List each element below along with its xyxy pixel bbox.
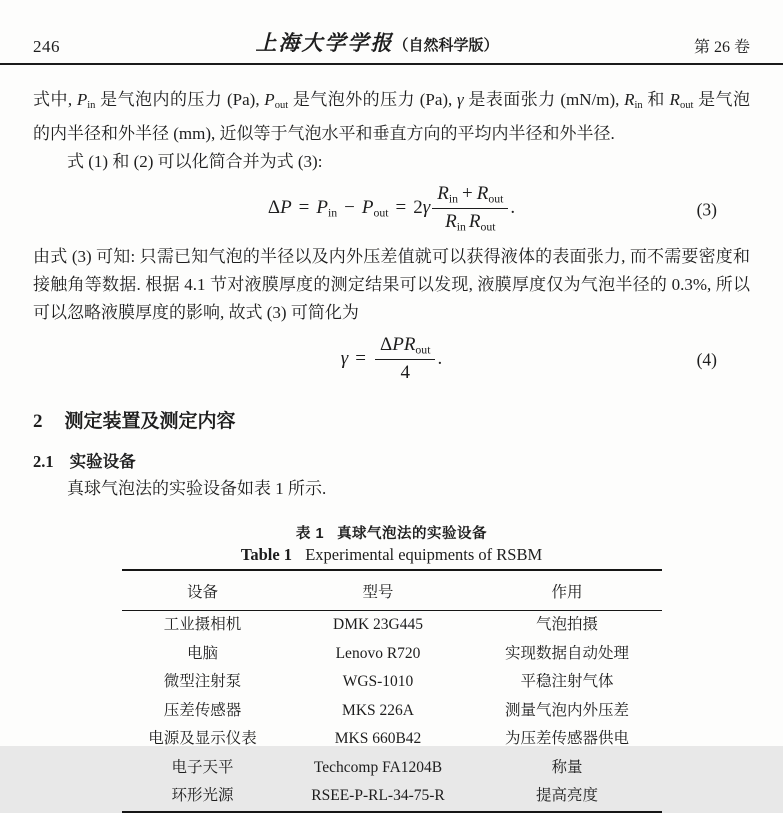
journal-title <box>255 27 498 57</box>
cell-device: 工业摄相机 <box>163 616 242 634</box>
math-period: . <box>510 197 516 219</box>
math-sub-out: out <box>274 100 289 112</box>
math-period: . <box>437 347 443 369</box>
table-row <box>122 697 662 726</box>
fraction <box>432 183 508 234</box>
math-sub-out: out <box>480 220 496 234</box>
math-var-gamma: γ <box>340 347 349 369</box>
equation-4-expression <box>340 334 443 384</box>
page-body <box>0 86 783 813</box>
cell-model: MKS 660B42 <box>334 730 422 748</box>
table-row <box>122 640 662 669</box>
math-var-R: R <box>437 183 449 205</box>
subsection-number: 2.1 <box>33 452 54 472</box>
math-delta: Δ <box>267 197 281 219</box>
math-plus: + <box>462 183 473 205</box>
table-row <box>122 782 662 812</box>
equation-4-number: (4) <box>696 349 717 370</box>
table-caption-en-label: Table 1 <box>240 545 293 565</box>
math-sub-out: out <box>373 206 389 220</box>
column-header-device: 设备 <box>186 584 218 602</box>
math-equals: = <box>355 347 366 369</box>
journal-title-text: 上海大学学报 <box>255 31 394 55</box>
math-sub-out: out <box>679 100 694 112</box>
math-var-R: R <box>624 90 635 109</box>
table-row <box>122 725 662 754</box>
table-body <box>122 611 662 812</box>
math-sub-in: in <box>634 100 643 112</box>
table-caption-zh-title: 真球气泡法的实验设备 <box>337 526 488 543</box>
text-run: 是表面张力 (mN/m), <box>463 90 625 109</box>
page-number: 246 <box>33 37 60 56</box>
cell-model: Lenovo R720 <box>335 644 421 662</box>
running-header <box>0 0 783 65</box>
section-title: 测定装置及测定内容 <box>64 411 236 433</box>
cell-purpose: 测量气泡内外压差 <box>504 701 629 719</box>
equation-3-number: (3) <box>696 199 717 220</box>
table-caption-en-title: Experimental equipments of RSBM <box>305 545 543 565</box>
section-number: 2 <box>33 411 43 433</box>
table-row <box>122 754 662 783</box>
journal-subtitle: （自然科学版） <box>393 37 499 54</box>
cell-model: Techcomp FA1204B <box>313 758 443 776</box>
math-var-P: P <box>392 334 404 356</box>
cell-device: 电子天平 <box>171 758 234 776</box>
cell-purpose: 提高亮度 <box>535 787 598 805</box>
fraction-numerator <box>432 183 508 208</box>
equation-3-expression <box>267 183 516 234</box>
text-run: 式中, <box>33 90 77 109</box>
paragraph-equipment-intro: 真球气泡法的实验设备如表 1 所示. <box>67 479 327 499</box>
math-number-four: 4 <box>400 362 410 384</box>
equation-4 <box>33 327 750 393</box>
table-caption-zh <box>33 522 750 543</box>
cell-purpose: 称量 <box>551 758 583 776</box>
math-var-gamma: γ <box>457 90 464 109</box>
section-2-1-heading <box>33 448 750 472</box>
subsection-title: 实验设备 <box>69 453 136 472</box>
math-var-R: R <box>476 183 489 205</box>
math-var-R: R <box>445 211 457 233</box>
cell-device: 微型注射泵 <box>163 673 242 691</box>
volume-label: 第 26 卷 <box>693 39 750 56</box>
math-var-P: P <box>361 197 374 219</box>
table-caption-zh-label: 表 1 <box>295 526 325 543</box>
math-sub-in: in <box>87 100 96 112</box>
column-header-purpose: 作用 <box>551 584 583 602</box>
cell-device: 环形光源 <box>171 787 234 805</box>
table-header-row <box>122 570 662 611</box>
fraction <box>375 334 435 384</box>
fraction-denominator <box>375 359 435 384</box>
math-sub-out: out <box>415 343 431 357</box>
cell-model: RSEE-P-RL-34-75-R <box>311 787 445 805</box>
cell-model: MKS 226A <box>342 701 414 719</box>
cell-model: DMK 23G445 <box>333 616 423 634</box>
cell-device: 压差传感器 <box>163 701 242 719</box>
text-run: 是气泡外的压力 (Pa), <box>288 90 457 109</box>
cell-model: WGS-1010 <box>342 673 414 691</box>
cell-purpose: 平稳注射气体 <box>520 673 614 691</box>
math-sub-out: out <box>488 192 504 206</box>
text-run: 是气泡内的压力 (Pa), <box>95 90 265 109</box>
math-sub-in: in <box>456 220 466 234</box>
math-var-gamma: γ <box>422 197 431 219</box>
math-var-R: R <box>468 211 481 233</box>
cell-device: 电源及显示仪表 <box>148 730 257 748</box>
cell-purpose: 为压差传感器供电 <box>504 730 629 748</box>
column-header-model: 型号 <box>362 584 394 602</box>
cell-device: 电脑 <box>186 644 218 662</box>
math-var-P: P <box>264 90 275 109</box>
fraction-denominator <box>432 208 508 234</box>
math-var-R: R <box>403 334 416 356</box>
table-caption-en <box>33 545 750 565</box>
text-run: 是气泡的内半径和外半径 (mm), 近似等于气泡水平和垂直方向的平均内半径和外半径. <box>33 90 751 144</box>
math-var-P: P <box>280 197 292 219</box>
table-row <box>122 668 662 697</box>
fraction-numerator <box>375 334 435 359</box>
cell-purpose: 气泡拍摄 <box>535 616 598 634</box>
table-header <box>122 570 662 611</box>
equation-3-intro: 式 (1) 和 (2) 可以化简合并为式 (3): <box>67 152 323 172</box>
paragraph-symbol-definitions <box>33 86 750 148</box>
paragraph-derivation: 由式 (3) 可知: 只需已知气泡的半径以及内外压差值就可以获得液体的表面张力, 而不需要密度和接触角等数据. 根据 4.1 节对液膜厚度的测定结果可以发现, 液膜厚度仅为气泡半径的 0.3%, 所以可以忽略液膜厚度的影响, 故式 (3) 可简化为 <box>33 247 750 323</box>
math-sub-in: in <box>448 192 459 206</box>
section-2-heading <box>33 406 750 433</box>
text-run: 和 <box>642 90 670 109</box>
cell-purpose: 实现数据自动处理 <box>504 644 629 662</box>
math-var-P: P <box>76 90 88 109</box>
math-var-P: P <box>316 197 328 219</box>
math-sub-in: in <box>328 206 338 220</box>
equipment-table <box>122 569 662 813</box>
math-coefficient: 2 <box>413 197 423 219</box>
equation-3 <box>33 176 750 243</box>
math-var-R: R <box>669 90 680 109</box>
math-delta: Δ <box>379 334 393 356</box>
math-equals: = <box>298 197 310 219</box>
math-minus: − <box>344 197 355 219</box>
table-1-block <box>33 522 750 813</box>
table-row <box>122 611 662 640</box>
math-equals: = <box>395 197 407 219</box>
